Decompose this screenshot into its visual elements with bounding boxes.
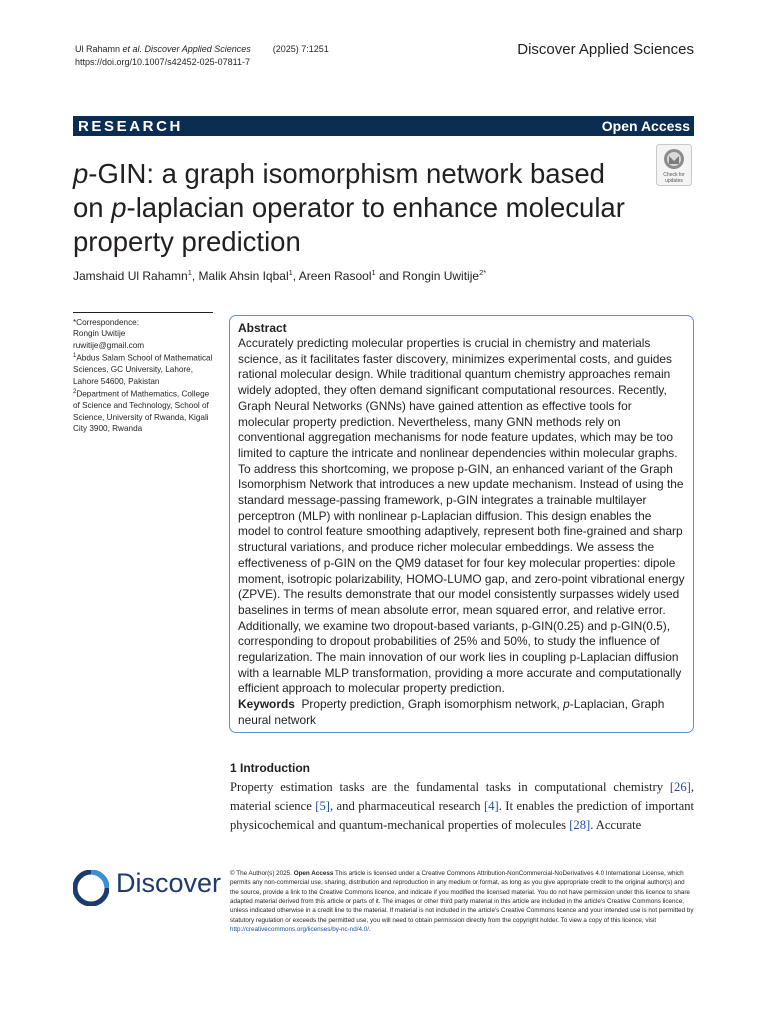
- svg-text:updates: updates: [665, 178, 683, 184]
- license-text: © The Author(s) 2025. Open Access This article is licensed under a Creative Commons Attribution-NonCommercial-NoDerivatives 4.0 International License, which permits any non-commercial use, sharing, distribution and reproduction in any medium or format, as long as you give appropriate credit to the original author(s) and the source, provide a link to the Creative Commons licence, and indicate if you modified the licensed material. You do not have permission under this licence to share adapted material derived from this article or parts of it. The images or other third party material in this article are included in the article's Creative Commons licence, unless indicated otherwise in a credit line to the material. If material is not included in the article's Creative Commons licence and your intended use is not permitted by statutory regulation or exceeds the permitted use, you will need to obtain permission directly from the copyright holder. To view a copy of this licence, visit http://creativecommons.org/licenses/by-nc-nd/4.0/.: [230, 870, 694, 934]
- paper-title: p-GIN: a graph isomorphism network based on p-laplacian operator to enhance molecular property prediction: [73, 158, 625, 257]
- keywords: Keywords Property prediction, Graph isomorphism network, p-Laplacian, Graph neural network: [238, 697, 665, 727]
- discover-logo-icon: [73, 870, 109, 906]
- correspondence-label: *Correspondence:: [73, 318, 139, 327]
- affiliation-2: $^2$Department of Mathematics, College of Science and Technology, School of Science, University of Rwanda, Kigali City 3900, Rwanda: [73, 389, 210, 434]
- open-access-label: Open Access: [601, 118, 690, 134]
- citation-year: (2025) 7:1251: [272, 44, 329, 54]
- citation-link[interactable]: [28]: [569, 817, 591, 832]
- correspondence-email[interactable]: ruwitije@gmail.com: [73, 340, 145, 350]
- author-list: Jamshaid Ul Rahamn$^1$, Malik Ahsin Iqbal$^1$, Areen Rasool$^1$ and Rongin Uwitije$^{2*}$: [73, 268, 487, 283]
- correspondence-block: [73, 312, 213, 435]
- citation-link[interactable]: [4]: [484, 798, 499, 813]
- doi-link[interactable]: https://doi.org/10.1007/s42452-025-07811-7: [75, 57, 250, 67]
- affiliation-1: $^1$Abdus Salam School of Mathematical Sciences, GC University, Lahore, Lahore 54600, Pakistan: [73, 353, 213, 386]
- citation-link[interactable]: [5]: [315, 798, 330, 813]
- citation-header: [75, 43, 329, 69]
- abstract-heading: Abstract: [238, 321, 287, 335]
- citation-link[interactable]: [26]: [669, 780, 691, 794]
- check-for-updates-badge[interactable]: [656, 144, 692, 186]
- keywords-label: Keywords: [238, 697, 295, 711]
- check-updates-icon: [656, 144, 692, 186]
- license-link[interactable]: http://creativecommons.org/licenses/by-nc-nd/4.0/: [230, 926, 369, 934]
- introduction-paragraph: Property estimation tasks are the fundamental tasks in computational chemistry [26], material science [5], and pharmaceutical research [4]. It enables the prediction of important physicochemical and quantum-mechanical properties of molecules [28]. Accurate: [230, 780, 694, 832]
- section-heading-introduction: 1 Introduction: [230, 761, 310, 775]
- citation-authors: Ul Rahamn: [75, 44, 123, 54]
- abstract-text: Accurately predicting molecular properties is crucial in chemistry and materials science, as it facilitates faster discovery, minimizes experimental costs, and guides rational molecular design. While traditional quantum chemistry approaches remain widely adopted, they often demand significant computational resources. Recently, Graph Neural Networks (GNNs) have gained attention as effective tools for molecular property prediction. Nevertheless, many GNN methods rely on conventional aggregation mechanisms for node feature updates, which may be too limited to capture the intricate and nonlinear dependencies within molecular graphs. To address this shortcoming, we propose p-GIN, an enhanced variant of the Graph Isomorphism Network that introduces a new update mechanism. Instead of using the standard message-passing framework, p-GIN integrates a trainable multilayer perceptron (MLP) with nonlinear p-Laplacian diffusion. This design enables the model to control feature smoothing adaptively, represent both fine-grained and sharp structural variations, and produce richer molecular embeddings. We assess the effectiveness of p-GIN on the QM9 dataset for four key molecular properties: dipole moment, isotropic polarizability, HOMO-LUMO gap, and zero-point vibrational energy (ZPVE). The results demonstrate that our model consistently surpasses widely used baselines in terms of mean absolute error, mean squared error, and relative error. Additionally, we examine two dropout-based variants, p-GIN(0.25) and p-GIN(0.5), corresponding to dropout probabilities of 25% and 50%, to study the influence of regularization. The main innovation of our work lies in coupling p-Laplacian diffusion with a learnable MLP transformation, providing a more accurate and computationally efficient approach to molecular property prediction.: [238, 336, 685, 696]
- journal-name: Discover Applied Sciences: [517, 41, 694, 58]
- discover-logo-text: Discover: [116, 868, 222, 898]
- correspondence-name: Rongin Uwitije: [73, 329, 126, 339]
- section-label: RESEARCH: [78, 118, 183, 135]
- svg-text:Check for: Check for: [663, 172, 685, 178]
- citation-journal: et al. Discover Applied Sciences: [122, 44, 251, 54]
